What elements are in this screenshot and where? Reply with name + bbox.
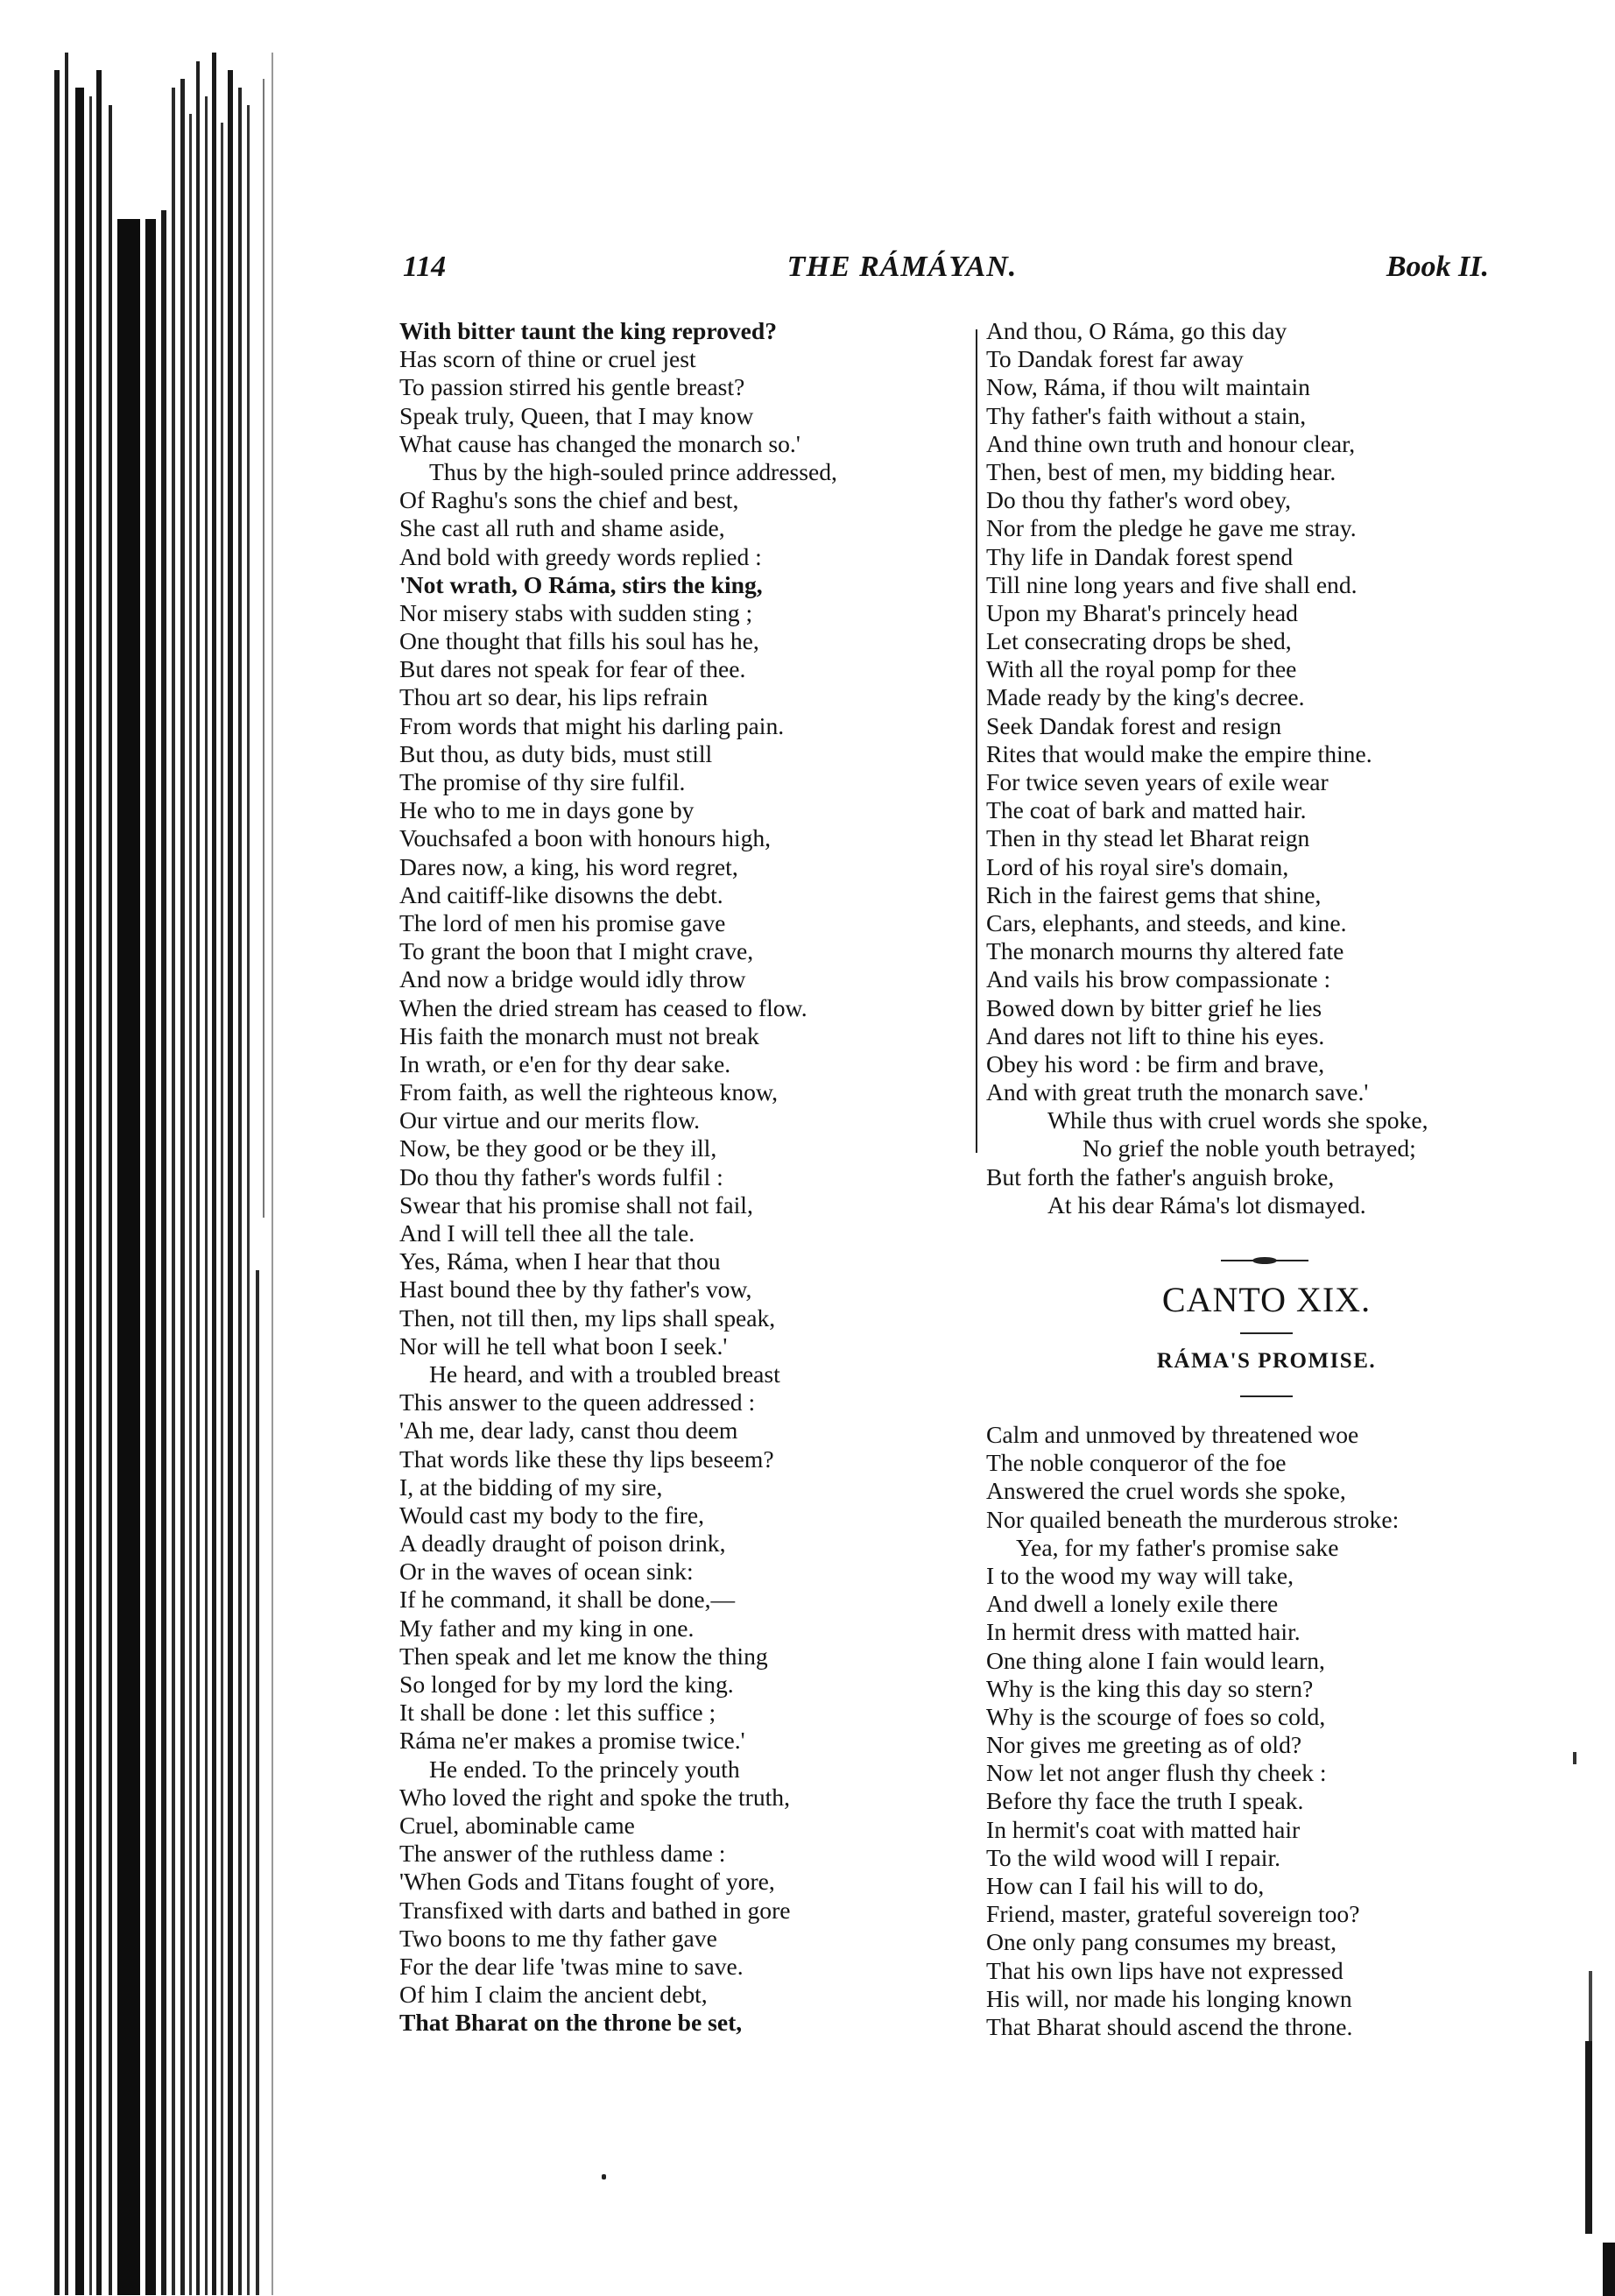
verse-line: Thus by the high-souled prince addressed, (429, 457, 837, 485)
verse-line: My father and my king in one. (399, 1614, 695, 1642)
verse-line: Who loved the right and spoke the truth, (399, 1783, 791, 1811)
verse-line: And with great truth the monarch save.' (986, 1078, 1369, 1106)
verse-line: And dwell a lonely exile there (986, 1590, 1279, 1618)
verse-line: The coat of bark and matted hair. (986, 796, 1307, 824)
verse-line: Cars, elephants, and steeds, and kine. (986, 908, 1347, 936)
verse-line: Lord of his royal sire's domain, (986, 852, 1289, 880)
verse-line: And caitiff-like disowns the debt. (399, 880, 723, 908)
verse-line: To passion stirred his gentle breast? (399, 373, 745, 401)
verse-line: Calm and unmoved by threatened woe (986, 1421, 1359, 1448)
page-number: 114 (403, 251, 447, 283)
column-divider (976, 329, 977, 1153)
verse-line: Why is the king this day so stern? (986, 1674, 1314, 1702)
page-edge-right (1568, 0, 1615, 2296)
verse-line: He heard, and with a troubled breast (429, 1360, 780, 1388)
verse-line: His will, nor made his longing known (986, 1984, 1352, 2012)
verse-line: With bitter taunt the king reproved? (399, 317, 778, 344)
verse-line: He ended. To the princely youth (429, 1755, 740, 1783)
verse-line: The lord of men his promise gave (399, 908, 726, 936)
verse-line: With all the royal pomp for thee (986, 655, 1297, 683)
verse-line: That Bharat should ascend the throne. (986, 2012, 1353, 2040)
verse-line: If he command, it shall be done,— (399, 1586, 736, 1614)
verse-line: The promise of thy sire fulfil. (399, 768, 686, 795)
verse-line: To the wild wood will I repair. (986, 1843, 1281, 1871)
verse-line: Do thou thy father's word obey, (986, 486, 1292, 514)
verse-line: From words that might his darling pain. (399, 711, 785, 739)
verse-line: One only pang consumes my breast, (986, 1928, 1337, 1956)
verse-line: Nor gives me greeting as of old? (986, 1731, 1302, 1759)
verse-line: Nor will he tell what boon I seek.' (399, 1332, 728, 1360)
verse-line: Thou art so dear, his lips refrain (399, 683, 709, 711)
verse-line: The monarch mourns thy altered fate (986, 937, 1344, 965)
verse-line: One thing alone I fain would learn, (986, 1646, 1325, 1674)
verse-line: But dares not speak for fear of thee. (399, 655, 746, 683)
verse-line: And thou, O Ráma, go this day (986, 317, 1287, 344)
verse-line: Of Raghu's sons the chief and best, (399, 486, 739, 514)
verse-line: Friend, master, grateful sovereign too? (986, 1900, 1360, 1928)
verse-line: When the dried stream has ceased to flow. (399, 993, 808, 1021)
verse-line: Thy father's faith without a stain, (986, 401, 1307, 429)
verse-line: Till nine long years and five shall end. (986, 570, 1358, 598)
verse-line: Thy life in Dandak forest spend (986, 542, 1294, 570)
verse-line: Or in the waves of ocean sink: (399, 1558, 694, 1586)
verse-line: Nor from the pledge he gave me stray. (986, 514, 1357, 542)
verse-line: Dares now, a king, his word regret, (399, 852, 738, 880)
verse-line: Then, best of men, my bidding hear. (986, 457, 1336, 485)
verse-line: Yea, for my father's promise sake (1016, 1533, 1339, 1561)
verse-line: Seek Dandak forest and resign (986, 711, 1282, 739)
verse-line: That his own lips have not expressed (986, 1956, 1343, 1984)
verse-line: Then in thy stead let Bharat reign (986, 824, 1310, 852)
verse-line: At his dear Ráma's lot dismayed. (1047, 1190, 1366, 1219)
ornament-divider (1221, 1254, 1308, 1262)
verse-line: Rites that would make the empire thine. (986, 739, 1372, 767)
verse-line: While thus with cruel words she spoke, (1047, 1106, 1428, 1134)
verse-line: And now a bridge would idly throw (399, 965, 746, 993)
verse-line: Hast bound thee by thy father's vow, (399, 1275, 752, 1303)
verse-line: Let consecrating drops be shed, (986, 627, 1292, 655)
verse-line: Our virtue and our merits flow. (399, 1106, 701, 1134)
verse-line: Vouchsafed a boon with honours high, (399, 824, 772, 852)
verse-line: For twice seven years of exile wear (986, 768, 1329, 795)
verse-line: Rich in the fairest gems that shine, (986, 880, 1322, 908)
verse-line: From faith, as well the righteous know, (399, 1078, 778, 1106)
verse-line: How can I fail his will to do, (986, 1872, 1265, 1899)
verse-line: Ráma ne'er makes a promise twice.' (399, 1727, 745, 1755)
verse-line: Made ready by the king's decree. (986, 683, 1305, 711)
verse-line: It shall be done : let this suffice ; (399, 1699, 716, 1727)
verse-line: One thought that fills his soul has he, (399, 627, 759, 655)
verse-line: To grant the boon that I might crave, (399, 937, 754, 965)
running-title: THE RÁMÁYAN. (786, 251, 1018, 283)
verse-line: And bold with greedy words replied : (399, 542, 762, 570)
ink-speck (602, 2174, 606, 2179)
verse-line: Has scorn of thine or cruel jest (399, 345, 696, 373)
verse-line: Speak truly, Queen, that I may know (399, 401, 754, 429)
verse-line: Nor misery stabs with sudden sting ; (399, 598, 753, 626)
book-binding-edge (0, 0, 289, 2296)
verse-line: That words like these thy lips beseem? (399, 1445, 774, 1473)
running-head (403, 251, 1489, 303)
verse-line: He who to me in days gone by (399, 796, 695, 824)
book-label: Book II. (1386, 251, 1489, 283)
verse-line: That Bharat on the throne be set, (399, 2009, 743, 2037)
verse-line: And thine own truth and honour clear, (986, 429, 1356, 457)
verse-line: No grief the noble youth betrayed; (1083, 1134, 1416, 1162)
verse-line: I to the wood my way will take, (986, 1561, 1294, 1589)
verse-line: She cast all ruth and shame aside, (399, 514, 725, 542)
verse-line: This answer to the queen addressed : (399, 1388, 756, 1416)
canto-title-rule (1240, 1332, 1293, 1334)
canto-subtitle-rule (1240, 1395, 1293, 1397)
verse-line: Obey his word : be firm and brave, (986, 1049, 1325, 1077)
verse-line: And vails his brow compassionate : (986, 965, 1331, 993)
verse-line: 'Ah me, dear lady, canst thou deem (399, 1416, 738, 1445)
left-column-verse (399, 317, 960, 2037)
verse-line: Swear that his promise shall not fail, (399, 1190, 753, 1219)
verse-line: What cause has changed the monarch so.' (399, 429, 800, 457)
verse-line: So longed for by my lord the king. (399, 1671, 734, 1698)
verse-line: And dares not lift to thine his eyes. (986, 1021, 1325, 1049)
verse-line: Now, be they good or be they ill, (399, 1134, 717, 1162)
verse-line: Before thy face the truth I speak. (986, 1787, 1304, 1815)
canto-subtitle: RÁMA'S PROMISE. (1156, 1349, 1377, 1373)
verse-line: Of him I claim the ancient debt, (399, 1981, 708, 2009)
canto-title: CANTO XIX. (1161, 1280, 1372, 1319)
verse-line: In hermit's coat with matted hair (986, 1815, 1301, 1843)
verse-line: Upon my Bharat's princely head (986, 598, 1298, 626)
verse-line: I, at the bidding of my sire, (399, 1473, 663, 1501)
verse-line: Two boons to me thy father gave (399, 1924, 717, 1952)
verse-line: But forth the father's anguish broke, (986, 1162, 1335, 1190)
verse-line: Would cast my body to the fire, (399, 1501, 704, 1529)
verse-line: Bowed down by bitter grief he lies (986, 993, 1322, 1021)
verse-line: His faith the monarch must not break (399, 1021, 759, 1049)
verse-line: Nor quailed beneath the murderous stroke: (986, 1505, 1400, 1533)
verse-line: The answer of the ruthless dame : (399, 1840, 726, 1868)
verse-line: Answered the cruel words she spoke, (986, 1477, 1346, 1505)
verse-line: Now, Ráma, if thou wilt maintain (986, 373, 1310, 401)
verse-line: And I will tell thee all the tale. (399, 1219, 695, 1247)
verse-line: 'When Gods and Titans fought of yore, (399, 1868, 775, 1896)
right-column-verse (986, 317, 1547, 1219)
verse-line: In hermit dress with matted hair. (986, 1618, 1301, 1646)
verse-line: Now let not anger flush thy cheek : (986, 1759, 1327, 1787)
verse-line: Then, not till then, my lips shall speak, (399, 1303, 776, 1332)
canto-verse (986, 1421, 1547, 2041)
verse-line: For the dear life 'twas mine to save. (399, 1952, 744, 1980)
verse-line: But thou, as duty bids, must still (399, 739, 713, 767)
verse-line: Then speak and let me know the thing (399, 1642, 768, 1670)
verse-line: A deadly draught of poison drink, (399, 1529, 726, 1558)
verse-line: To Dandak forest far away (986, 345, 1244, 373)
verse-line: Cruel, abominable came (399, 1811, 635, 1839)
verse-line: In wrath, or e'en for thy dear sake. (399, 1049, 731, 1077)
verse-line: Do thou thy father's words fulfil : (399, 1162, 723, 1190)
verse-line: Transfixed with darts and bathed in gore (399, 1896, 791, 1924)
verse-line: The noble conqueror of the foe (986, 1449, 1287, 1477)
verse-line: Why is the scourge of foes so cold, (986, 1702, 1326, 1730)
verse-line: Yes, Ráma, when I hear that thou (399, 1247, 721, 1275)
verse-line: 'Not wrath, O Ráma, stirs the king, (399, 570, 763, 598)
